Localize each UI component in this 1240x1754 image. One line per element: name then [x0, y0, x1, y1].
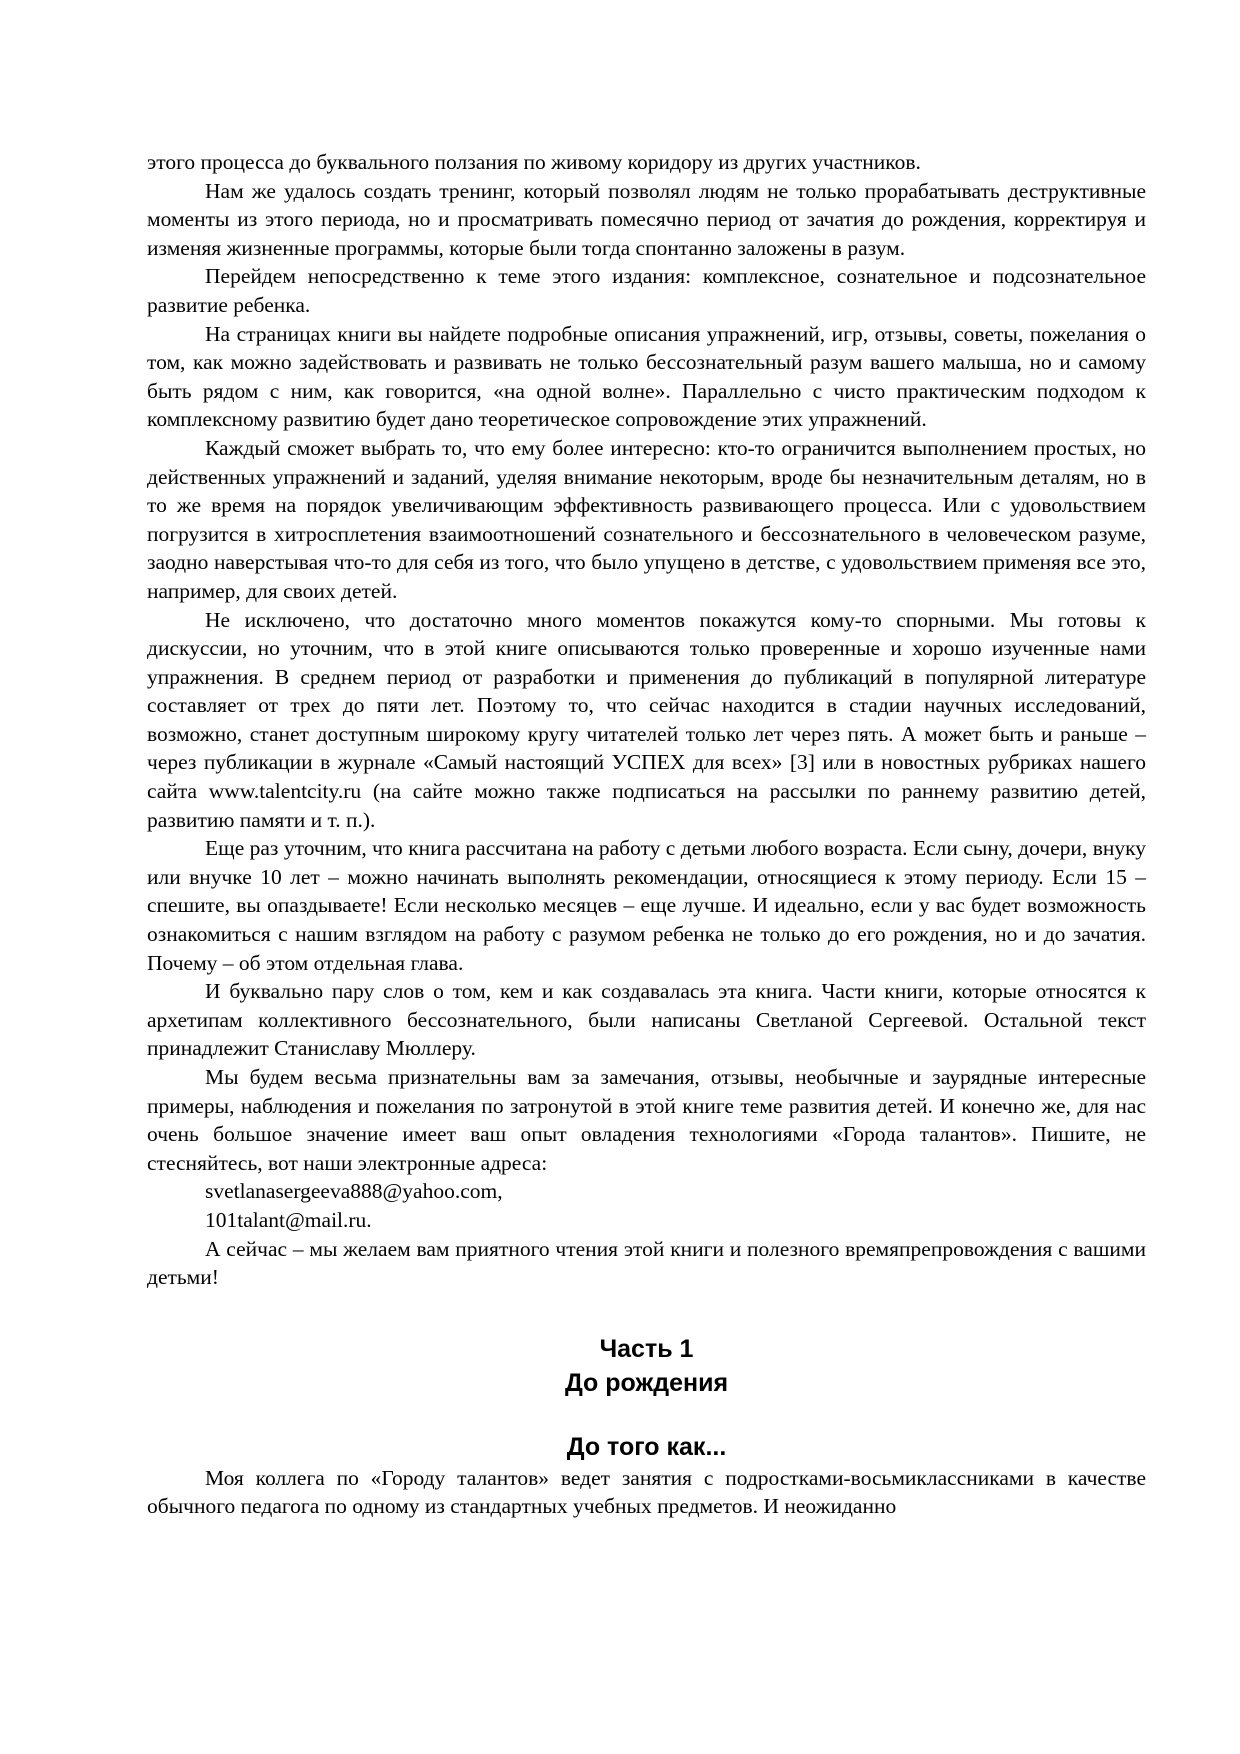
paragraph: Еще раз уточним, что книга рассчитана на работу с детьми любого возраста. Если сыну, дочери, внуку или внучке 10 лет – можно начинать выполнять рекомендации, относящиеся к этому периоду. Если 15 – спешите, вы опаздываете! Если несколько месяцев – еще лучше. И идеально, если у вас будет возможность ознакомиться с нашим взглядом на работу с разумом ребенка не только до его рождения, но и до зачатия. Почему – об этом отдельная глава. — [147, 836, 1146, 975]
closing-paragraph: А сейчас – мы желаем вам приятного чтения этой книги и полезного времяпрепровождения с вашими детьми! — [147, 1236, 1146, 1290]
paragraph: Мы будем весьма признательны вам за замечания, отзывы, необычные и заурядные интересные примеры, наблюдения и пожелания по затронутой в этой книге теме развития детей. И конечно же, для нас очень большое значение имеет ваш опыт овладения технологиями «Города талантов». Пишите, не стесняйтесь, вот наши электронные адреса: — [147, 1065, 1146, 1175]
part-subtitle: До рождения — [564, 1368, 729, 1397]
part-title: Часть 1 — [599, 1334, 694, 1363]
email-address: 101talant@mail.ru. — [205, 1207, 372, 1232]
email-address: svetlanasergeeva888@yahoo.com, — [205, 1179, 503, 1204]
document-page — [147, 148, 1146, 1521]
paragraph: этого процесса до буквального ползания по живому коридору из других участников. — [147, 150, 921, 174]
paragraph: Каждый сможет выбрать то, что ему более интересно: кто-то ограничится выполнением простых, но действенных упражнений и заданий, уделяя внимание некоторым, вроде бы незначительным деталям, но в то же время на порядок увеличивающим эффективность развивающего процесса. Или с удовольствием погрузится в хитросплетения взаимоотношений сознательного и бессознательного в человеческом разуме, заодно наверстывая что-то для себя из того, что было упущено в детстве, с удовольствием применяя все это, например, для своих детей. — [147, 435, 1146, 603]
paragraph: И буквально пару слов о том, кем и как создавалась эта книга. Части книги, которые относятся к архетипам коллективного бессознательного, были написаны Светланой Сергеевой. Остальной текст принадлежит Станиславу Мюллеру. — [147, 979, 1146, 1061]
paragraph: Моя коллега по «Городу талантов» ведет занятия с подростками-восьмиклассниками в качестве обычного педагога по одному из стандартных учебных предметов. И неожиданно — [147, 1465, 1146, 1519]
paragraph: На страницах книги вы найдете подробные описания упражнений, игр, отзывы, советы, пожелания о том, как можно задействовать и развивать не только бессознательный разум вашего малыша, но и самому быть рядом с ним, как говорится, «на одной волне». Параллельно с чисто практическим подходом к комплексному развитию будет дано теоретическое сопровождение этих упражнений. — [147, 321, 1146, 432]
paragraph: Нам же удалось создать тренинг, который позволял людям не только прорабатывать деструктивные моменты из этого периода, но и просматривать помесячно период от зачатия до рождения, корректируя и изменяя жизненные программы, которые были тогда спонтанно заложены в разум. — [147, 178, 1146, 260]
paragraph: Перейдем непосредственно к теме этого издания: комплексное, сознательное и подсознательное развитие ребенка. — [147, 264, 1146, 317]
paragraph: Не исключено, что достаточно много моментов покажутся кому-то спорными. Мы готовы к дискуссии, но уточним, что в этой книге описываются только проверенные и хорошо изученные нами упражнения. В среднем период от разработки и применения до публикаций в популярной литературе составляет от трех до пяти лет. Поэтому то, что сейчас находится в стадии научных исследований, возможно, станет доступным широкому кругу читателей только лет через пять. А может быть и раньше – через публикации в журнале «Самый настоящий УСПЕХ для всех» [3] или в новостных рубриках нашего сайта www.talentcity.ru (на сайте можно также подписаться на рассылки по раннему развитию детей, развитию памяти и т. п.). — [147, 607, 1146, 832]
section-title: До того как... — [566, 1432, 727, 1461]
